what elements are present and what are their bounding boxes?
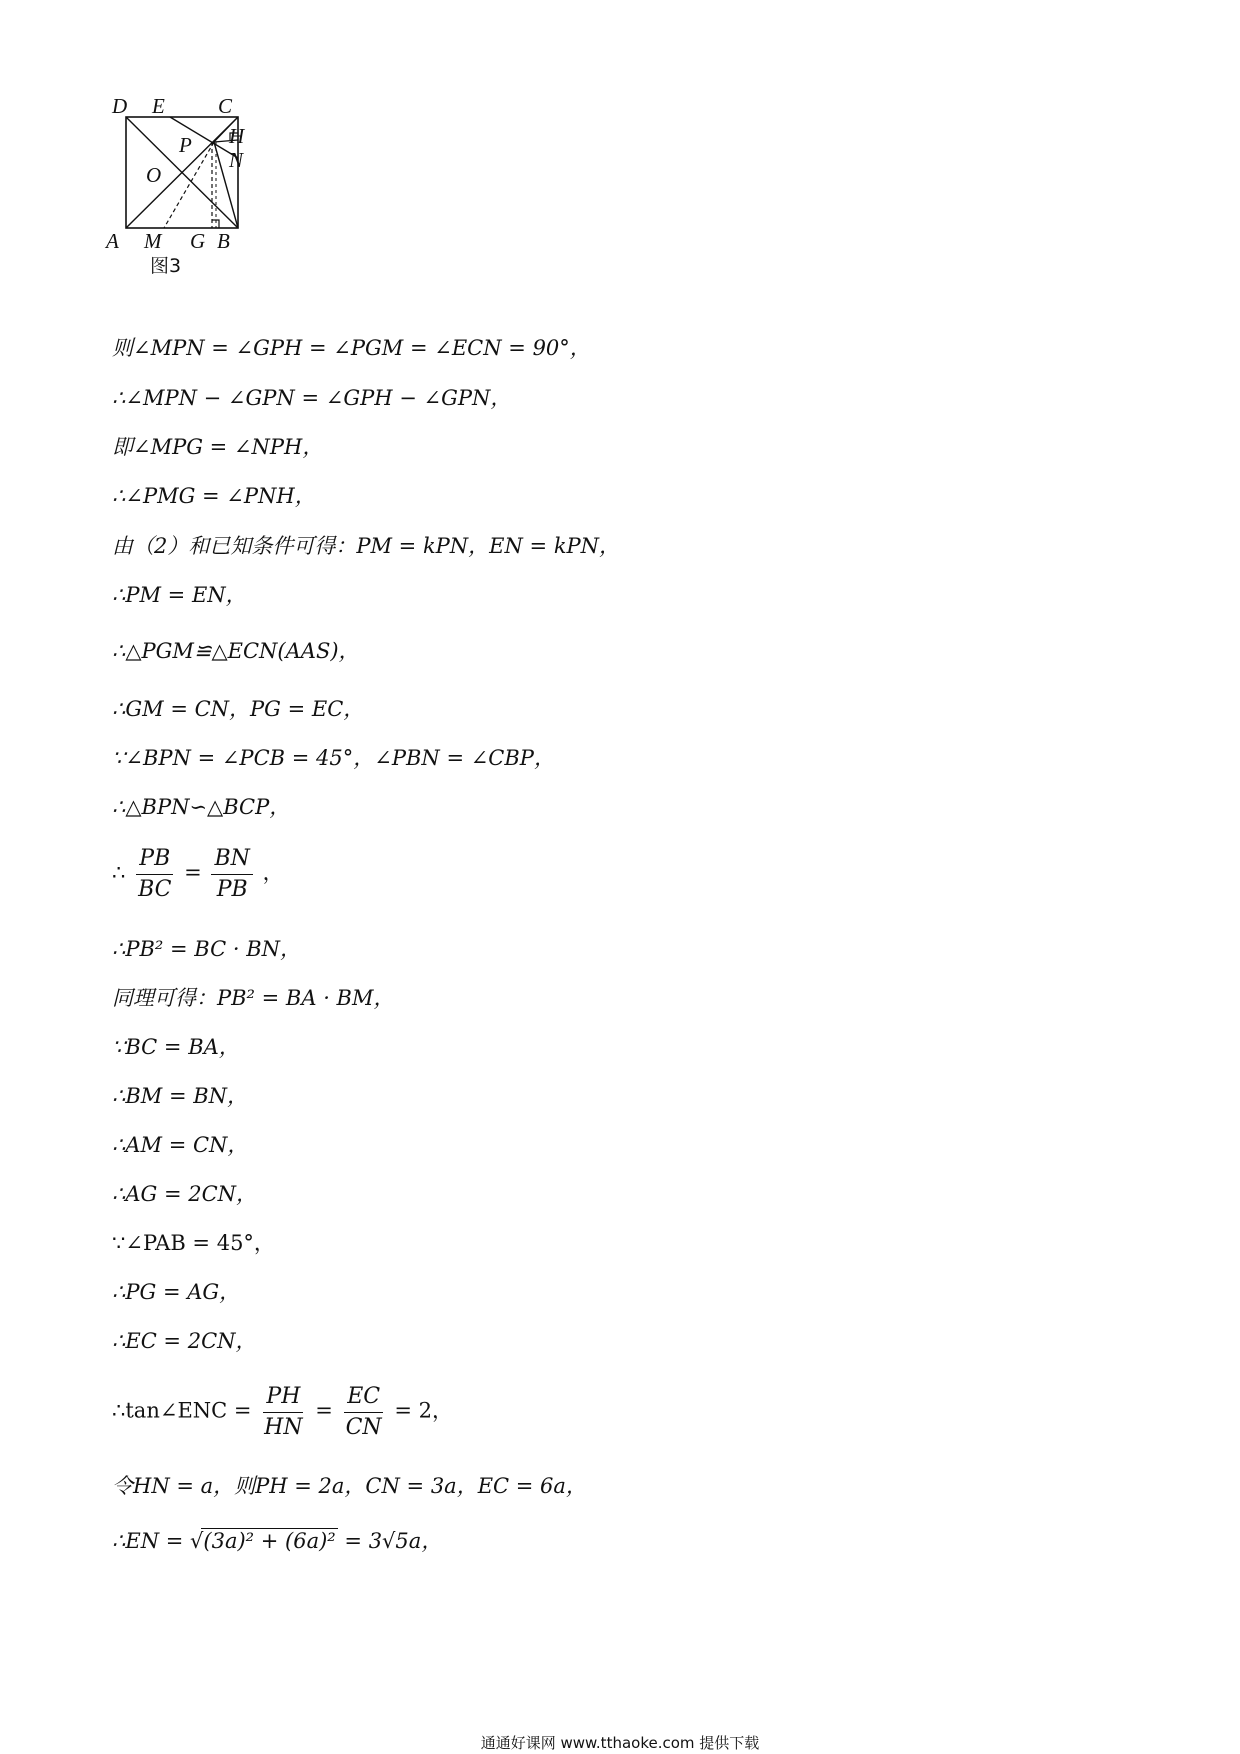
- fraction-bn-pb: [211, 844, 252, 904]
- proof-line-21: [112, 1382, 453, 1442]
- proof-line-17: ∴AG = 2CN，: [112, 1182, 258, 1206]
- label-p: P: [179, 133, 192, 157]
- fraction-pb-bc: [135, 844, 174, 904]
- equals-sign: =: [184, 860, 202, 885]
- proof-line-1: 则∠MPN = ∠GPH = ∠PGM = ∠ECN = 90°，: [112, 336, 591, 360]
- fraction-numerator: PB: [136, 844, 173, 875]
- proof-line-13: 同理可得：PB² = BA · BM，: [112, 986, 395, 1010]
- proof-line-20: ∴EC = 2CN，: [112, 1329, 257, 1353]
- label-d: D: [112, 94, 128, 118]
- proof-line-2: ∴∠MPN − ∠GPN = ∠GPH − ∠GPN，: [112, 386, 512, 410]
- proof-line-10: ∴△BPN∽△BCP，: [112, 795, 291, 819]
- fraction-ph-hn: [261, 1382, 305, 1442]
- label-n: N: [229, 148, 244, 172]
- line23-suffix: = 3√5a，: [344, 1529, 443, 1553]
- line21-suffix: = 2，: [394, 1398, 454, 1423]
- proof-line-8: ∴GM = CN，PG = EC，: [112, 697, 365, 721]
- sqrt-radicand: (3a)² + (6a)²: [203, 1529, 336, 1553]
- proof-line-11: [112, 844, 284, 904]
- proof-line-9: ∵∠BPN = ∠PCB = 45°，∠PBN = ∠CBP，: [112, 746, 555, 770]
- label-m: M: [144, 229, 162, 253]
- label-e: E: [152, 94, 165, 118]
- fraction-denominator: CN: [345, 1414, 382, 1440]
- label-a: A: [106, 229, 119, 253]
- proof-line-14: ∵BC = BA，: [112, 1035, 240, 1059]
- proof-line-3: 即∠MPG = ∠NPH，: [112, 435, 324, 459]
- geometry-figure: [106, 94, 292, 300]
- fraction-numerator: BN: [211, 844, 252, 875]
- footer-source: 通通好课网 www.tthaoke.com 提供下载: [480, 1734, 760, 1752]
- label-o: O: [146, 163, 162, 187]
- proof-line-7: ∴△PGM≌△ECN(AAS)，: [112, 639, 360, 663]
- proof-line-15: ∴BM = BN，: [112, 1084, 249, 1108]
- figure-caption: 图3: [150, 255, 182, 277]
- proof-line-12: ∴PB² = BC · BN，: [112, 937, 302, 961]
- line11-prefix: ∴: [112, 860, 126, 885]
- proof-line-5: 由（2）和已知条件可得：PM = kPN，EN = kPN，: [112, 534, 621, 558]
- proof-line-19: ∴PG = AG，: [112, 1280, 241, 1304]
- equals-sign: =: [315, 1398, 333, 1423]
- fraction-ec-cn: [343, 1382, 385, 1442]
- proof-line-4: ∴∠PMG = ∠PNH，: [112, 484, 316, 508]
- line23-prefix: ∴EN = √: [112, 1529, 204, 1553]
- label-h: H: [229, 124, 245, 148]
- fraction-numerator: EC: [344, 1382, 383, 1413]
- proof-line-23: [112, 1528, 442, 1554]
- proof-line-6: ∴PM = EN，: [112, 583, 247, 607]
- line11-suffix: ，: [262, 860, 284, 885]
- line21-prefix: ∴tan∠ENC =: [112, 1398, 252, 1423]
- fraction-denominator: HN: [264, 1414, 303, 1440]
- fraction-denominator: PB: [216, 876, 248, 902]
- proof-line-22: 令HN = a，则PH = 2a，CN = 3a，EC = 6a，: [112, 1474, 587, 1498]
- fraction-numerator: PH: [263, 1382, 303, 1413]
- label-b: B: [217, 229, 230, 253]
- proof-line-18: ∵∠PAB = 45°，: [112, 1231, 275, 1255]
- proof-line-16: ∴AM = CN，: [112, 1133, 249, 1157]
- fraction-denominator: BC: [138, 876, 172, 902]
- label-g: G: [190, 229, 206, 253]
- label-c: C: [218, 94, 233, 118]
